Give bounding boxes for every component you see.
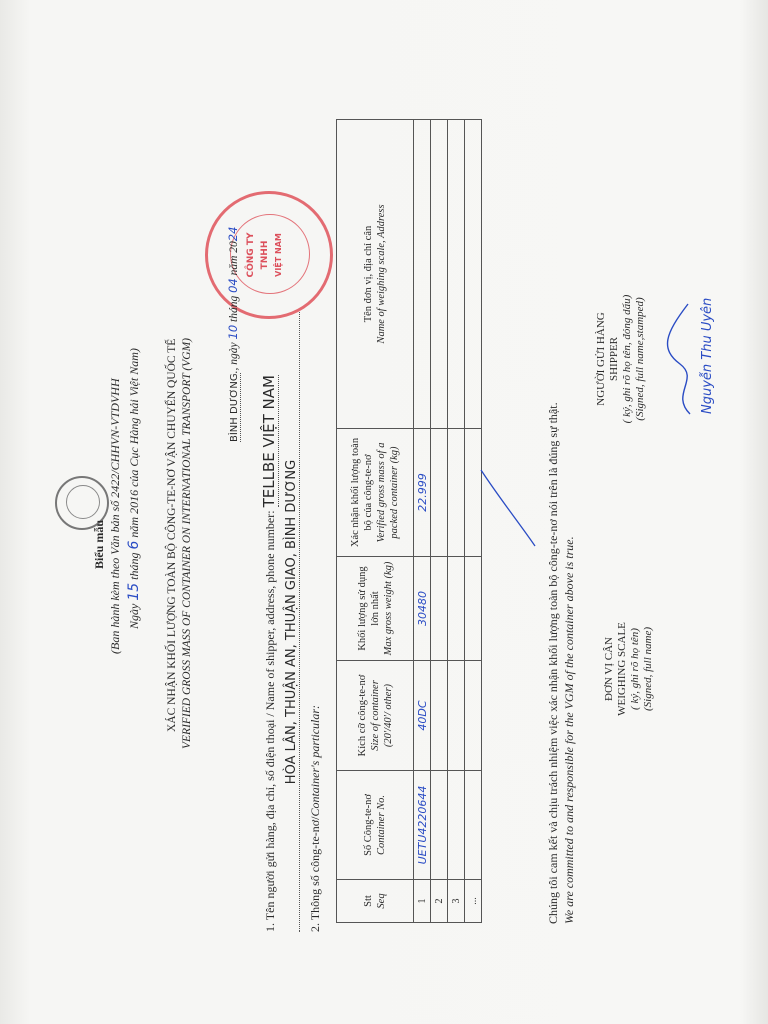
verified-gross-mass: 22.999 bbox=[414, 429, 431, 557]
signature-shipper: NGƯỜI GỬI HÀNG SHIPPER ( ký, ghi rõ họ tên, đóng dấu) (Signed, full name,stamped) bbox=[595, 294, 646, 424]
commitment-vi: Chúng tôi cam kết và chịu trách nhiệm việc xác nhận khối lượng toàn bộ công-te-nơ nói trên là đúng sự thật. bbox=[546, 402, 560, 924]
section-2-label: 2. Thông số công-te-nơ/Container's particular: bbox=[308, 704, 322, 932]
container-size: 40DC bbox=[414, 661, 431, 771]
stamp-top: CÔNG TY bbox=[246, 232, 256, 278]
shipper-signer-name: Nguyễn Thu Uyên bbox=[700, 297, 715, 414]
stamp-mid: TNHH bbox=[260, 240, 270, 270]
issued-line bbox=[108, 378, 123, 654]
shipper-address-line bbox=[284, 312, 300, 932]
place: BÌNH DƯƠNG bbox=[229, 373, 240, 442]
shipper-company: TELLBE VIỆT NAM bbox=[260, 375, 278, 508]
table-header-row bbox=[337, 120, 414, 923]
max-gross-weight: 30480 bbox=[414, 557, 431, 661]
table-row: 3 bbox=[448, 120, 465, 923]
date-day: 10 bbox=[226, 324, 240, 340]
issued-month: 6 bbox=[126, 540, 142, 550]
place-date-line: BÌNH DƯƠNG., ngày 10 tháng 04 năm 2024 bbox=[226, 226, 240, 442]
header-scale: Tên đơn vị, địa chỉ cân Name of weighing scale, Address bbox=[337, 120, 414, 429]
issued-reference: (Ban hành kèm theo Văn bản số 2422/CHHVN-VTDVHH bbox=[108, 378, 122, 654]
title-vietnamese: XÁC NHẬN KHỐI LƯỢNG TOÀN BỘ CÔNG-TE-NƠ VẬN CHUYỂN QUỐC TẾ bbox=[166, 338, 178, 732]
shipper-address: HÒA LÂN, THUẬN AN, THUẬN GIAO, BÌNH DƯƠNG bbox=[284, 459, 299, 785]
date-year: 24 bbox=[226, 226, 240, 242]
container-table bbox=[336, 119, 482, 923]
stamp-bottom: VIỆT NAM bbox=[274, 233, 283, 277]
pen-stroke bbox=[475, 464, 545, 554]
issued-day: 15 bbox=[126, 582, 142, 601]
date-month: 04 bbox=[226, 278, 240, 293]
section-1-label: 1. Tên người gửi hàng, địa chỉ, số điện thoại / Name of shipper, address, phone number: bbox=[263, 507, 277, 932]
header-size: Kích cỡ công-te-nơ Size of container (20'/40'/ other) bbox=[337, 661, 414, 771]
issued-date-line: Ngày 15 tháng 6 năm 2016 của Cục Hàng hải Việt Nam) bbox=[126, 348, 142, 629]
company-stamp bbox=[205, 191, 333, 319]
header-container-no: Số Công-te-nơ Container No. bbox=[337, 771, 414, 880]
table-row: 1 UETU4220644 40DC 30480 22.999 bbox=[414, 120, 431, 923]
container-number: UETU4220644 bbox=[414, 771, 431, 880]
table-row: 2 bbox=[431, 120, 448, 923]
header-max-weight: Khối lượng sử dụng lớn nhất Max gross weight (kg) bbox=[337, 557, 414, 661]
header-seq: Stt Seq bbox=[337, 880, 414, 923]
title-english: VERIFIED GROSS MASS OF CONTAINER ON INTERNATIONAL TRANSPORT (VGM) bbox=[181, 338, 193, 749]
table-row: ... bbox=[465, 120, 482, 923]
form-title: Biểu mẫu bbox=[92, 519, 106, 569]
section-1-line bbox=[260, 375, 278, 932]
signature-weighing-scale: ĐƠN VỊ CÂN WEIGHING SCALE ( ký, ghi rõ họ tên) (Signed, full name) bbox=[603, 622, 654, 716]
header-vgm: Xác nhận khối lượng toàn bộ của công-te-nơ Verified gross mass of a packed container (kg) bbox=[337, 429, 414, 557]
commitment-en: We are committed to and responsible for the VGM of the container above is true. bbox=[562, 536, 576, 924]
